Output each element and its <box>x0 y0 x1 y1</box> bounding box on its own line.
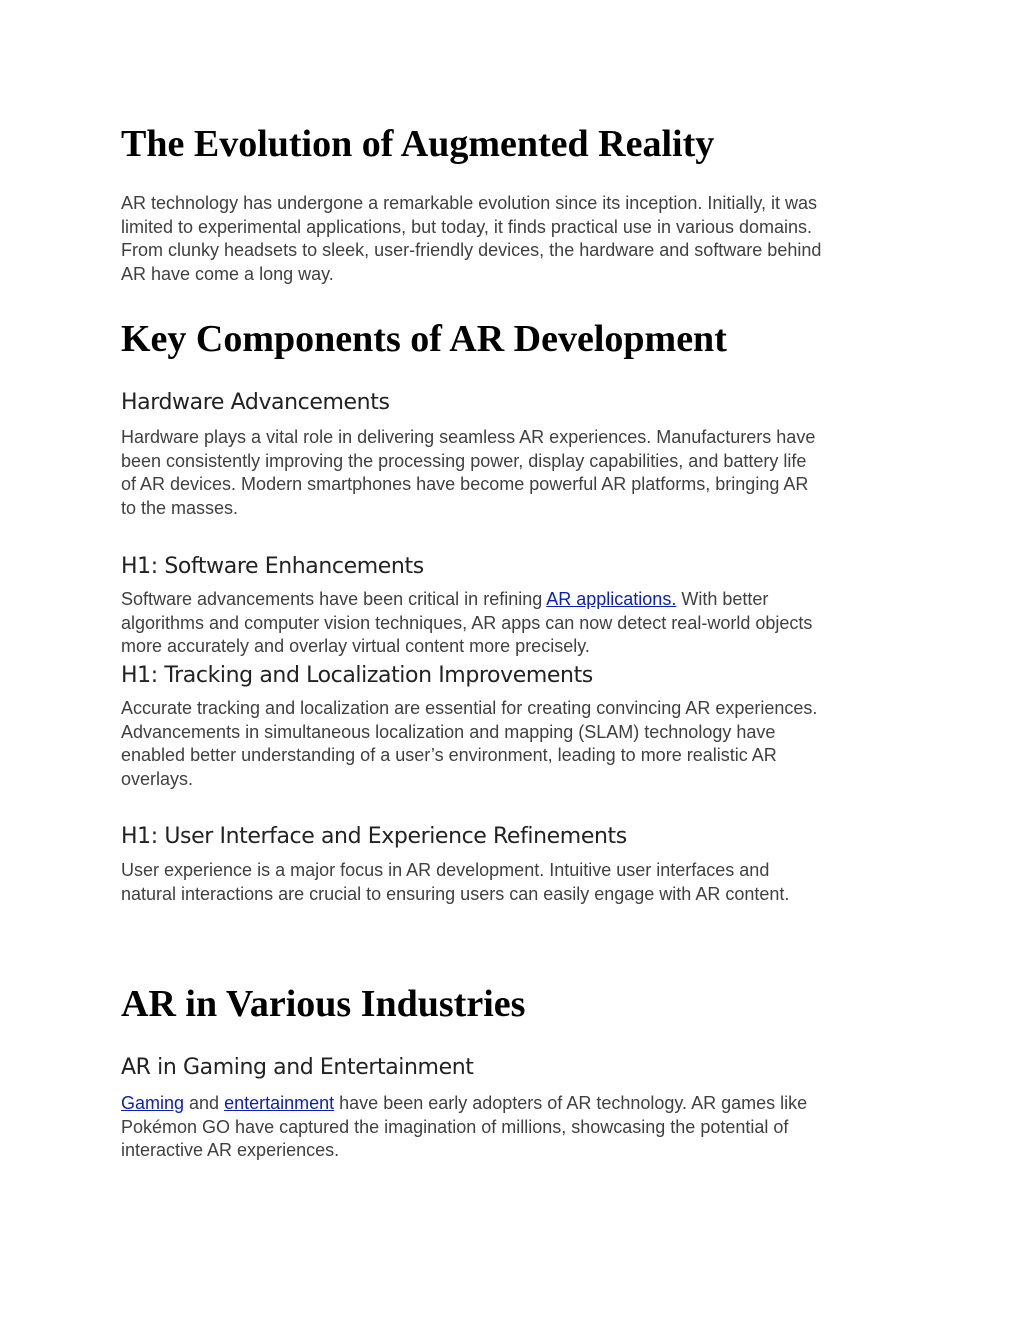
paragraph-software <box>121 588 812 659</box>
text-line: overlays. <box>121 768 194 789</box>
subheading-tracking: H1: Tracking and Localization Improvements <box>121 663 593 688</box>
text-line: User experience is a major focus in AR development. Intuitive user interfaces and <box>121 860 770 880</box>
text-line: interactive AR experiences. <box>121 1140 340 1160</box>
paragraph-ux <box>121 859 789 906</box>
paragraph-evolution <box>121 192 821 286</box>
text-line <box>121 1092 807 1116</box>
text-line: enabled better understanding of a user’s environment, leading to more realistic AR <box>121 745 777 765</box>
text-line: more accurately and overlay virtual content more precisely. <box>121 636 590 656</box>
text-segment: and <box>184 1093 225 1113</box>
text-line: AR have come a long way. <box>121 263 334 284</box>
paragraph-tracking <box>121 697 817 791</box>
ar-applications-link[interactable]: AR applications. <box>546 589 677 609</box>
text-segment: have been early adopters of AR technology. AR games like <box>334 1093 808 1113</box>
text-line: of AR devices. Modern smartphones have become powerful AR platforms, bringing AR <box>121 474 809 494</box>
text-line: limited to experimental applications, but today, it finds practical use in various domains. <box>121 216 813 237</box>
paragraph-hardware <box>121 426 815 520</box>
subheading-hardware: Hardware Advancements <box>121 390 390 415</box>
text-line <box>121 588 812 612</box>
text-line: been consistently improving the processing power, display capabilities, and battery life <box>121 450 807 471</box>
entertainment-link[interactable]: entertainment <box>224 1093 335 1113</box>
text-line: to the masses. <box>121 497 239 518</box>
text-line: Hardware plays a vital role in delivering seamless AR experiences. Manufacturers have <box>121 427 816 447</box>
text-line: Pokémon GO have captured the imagination of millions, showcasing the potential of <box>121 1116 789 1137</box>
text-line: Advancements in simultaneous localization and mapping (SLAM) technology have <box>121 721 776 742</box>
text-line: Accurate tracking and localization are essential for creating convincing AR experiences. <box>121 698 818 718</box>
heading-industries: AR in Various Industries <box>121 983 526 1025</box>
text-segment: With better <box>676 589 769 609</box>
subheading-gaming: AR in Gaming and Entertainment <box>121 1055 474 1080</box>
text-line: From clunky headsets to sleek, user-friendly devices, the hardware and software behind <box>121 240 822 260</box>
paragraph-gaming <box>121 1092 807 1163</box>
heading-evolution: The Evolution of Augmented Reality <box>121 123 715 165</box>
text-line: AR technology has undergone a remarkable evolution since its inception. Initially, it was <box>121 193 818 213</box>
text-segment: Software advancements have been critical in refining <box>121 589 547 609</box>
text-line: natural interactions are crucial to ensuring users can easily engage with AR content. <box>121 883 790 904</box>
text-line: algorithms and computer vision techniques, AR apps can now detect real-world objects <box>121 612 813 633</box>
heading-key-components: Key Components of AR Development <box>121 318 727 360</box>
subheading-software: H1: Software Enhancements <box>121 554 424 579</box>
subheading-ux: H1: User Interface and Experience Refinements <box>121 824 627 849</box>
gaming-link[interactable]: Gaming <box>121 1093 185 1113</box>
